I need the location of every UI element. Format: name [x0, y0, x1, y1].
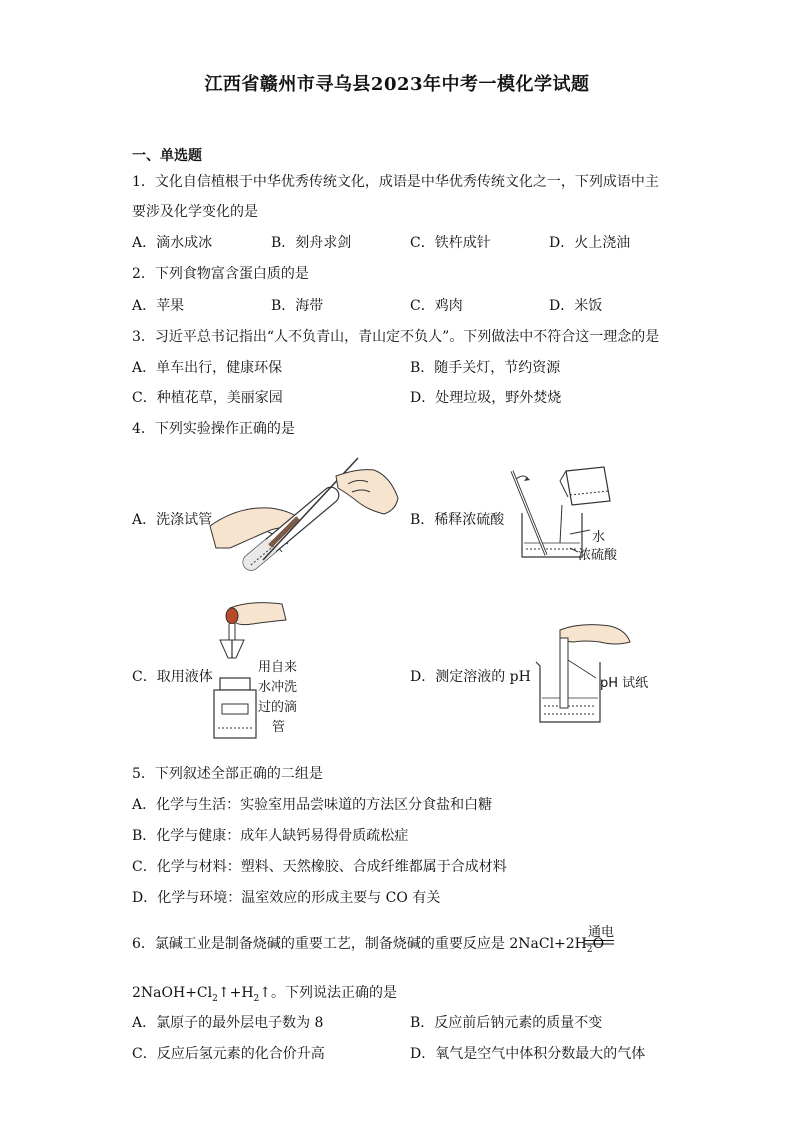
dropper-note-1: 用自来	[258, 660, 298, 675]
q3-option-a: A．单车出行，健康环保	[132, 360, 283, 376]
q1-stem-line1: 1．文化自信植根于中华优秀传统文化，成语是中华优秀传统文化之一，下列成语中主	[132, 174, 659, 190]
q5-option-a: A．化学与生活：实验室用品尝味道的方法区分食盐和白糖	[132, 797, 493, 813]
q2-stem: 2．下列食物富含蛋白质的是	[132, 266, 309, 282]
q4-option-c-label: C．取用液体	[132, 669, 213, 685]
q1-option-a: A．滴水成冰	[132, 235, 213, 251]
q1-option-b: B．刻舟求剑	[271, 235, 352, 251]
q1-stem-line2: 要涉及化学变化的是	[132, 204, 258, 220]
q6-stem: 6．氯碱工业是制备烧碱的重要工艺，制备烧碱的重要反应是 $2NaCl+2H_2O$	[132, 936, 605, 955]
dropper-note-4: 管	[272, 720, 286, 735]
reaction-condition: 通电	[588, 925, 615, 940]
q6-stem-line2: $2NaOH+Cl_2↑+H_2↑$。下列说法正确的是	[132, 985, 397, 1004]
q5-option-c: C．化学与材料：塑料、天然橡胶、合成纤维都属于合成材料	[132, 859, 507, 875]
q6-option-d: D．氧气是空气中体积分数最大的气体	[410, 1046, 646, 1062]
q6-option-a: A．氯原子的最外层电子数为 8	[132, 1015, 324, 1031]
q1-option-d: D．火上浇油	[549, 235, 631, 251]
q4-option-d-label: D．测定溶液的 pH	[410, 669, 531, 685]
q3-stem: 3．习近平总书记指出“人不负青山，青山定不负人”。下列做法中不符合这一理念的是	[132, 329, 660, 345]
conc-acid-label: 浓硫酸	[578, 548, 618, 563]
q4-stem: 4．下列实验操作正确的是	[132, 421, 295, 437]
q2-option-c: C．鸡肉	[410, 298, 463, 314]
q3-option-c: C．种植花草，美丽家园	[132, 390, 283, 406]
washing-test-tube-figure	[208, 448, 408, 578]
q5-option-d: D．化学与环境：温室效应的形成主要与 CO 有关	[132, 890, 441, 906]
label-leaders-b	[570, 528, 600, 558]
q3-option-b: B．随手关灯，节约资源	[410, 360, 561, 376]
q4-option-a-label: A．洗涤试管	[132, 512, 213, 528]
reaction-arrow	[584, 939, 616, 947]
q5-option-b: B．化学与健康：成年人缺钙易得骨质疏松症	[132, 828, 409, 844]
q4-option-b-label: B．稀释浓硫酸	[410, 512, 505, 528]
q6-option-b: B．反应前后钠元素的质量不变	[410, 1015, 603, 1031]
q2-option-b: B．海带	[271, 298, 324, 314]
section-heading: 一、单选题	[132, 148, 202, 164]
page-title: 江西省赣州市寻乌县2023年中考一模化学试题	[204, 74, 590, 95]
q2-option-d: D．米饭	[549, 298, 603, 314]
q1-option-c: C．铁杵成针	[410, 235, 491, 251]
dropper-note-2: 水冲洗	[258, 680, 298, 695]
q6-option-c: C．反应后氢元素的化合价升高	[132, 1046, 325, 1062]
dropper-note-3: 过的滴	[258, 700, 298, 715]
water-label: 水	[592, 530, 606, 545]
q3-option-d: D．处理垃圾，野外焚烧	[410, 390, 562, 406]
q2-option-a: A．苹果	[132, 298, 185, 314]
ph-paper-label: pH 试纸	[600, 676, 649, 691]
q5-stem: 5．下列叙述全部正确的二组是	[132, 766, 323, 782]
